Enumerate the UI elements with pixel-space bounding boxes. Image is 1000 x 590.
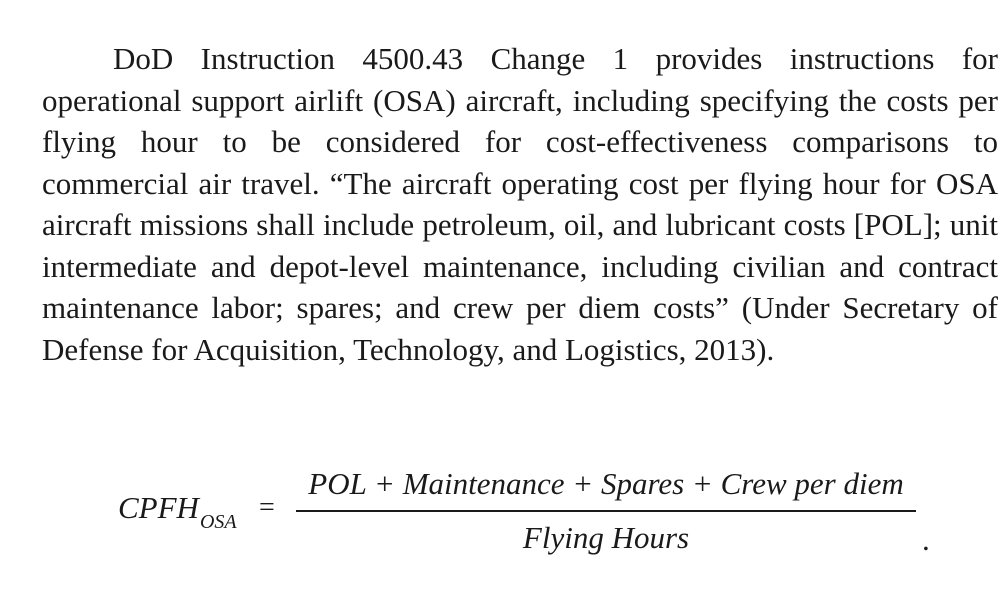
equals-sign: = <box>259 492 275 523</box>
equation-lhs-main: CPFH <box>118 490 199 525</box>
equation-lhs-subscript: OSA <box>199 511 237 533</box>
equation-denominator: Flying Hours <box>522 520 690 555</box>
equation-numerator: POL + Maintenance + Spares + Crew per diem <box>308 466 904 501</box>
body-paragraph: DoD Instruction 4500.43 Change 1 provides instructions for operational support airlift (OSA) aircraft, including specifying the costs per flying hour to be considered for cost-effectiveness comparisons to commercial air travel. “The aircraft operating cost per flying hour for OSA aircraft missions shall include petroleum, oil, and lubricant costs [POL]; unit intermediate and depot-level maintenance, including civilian and contract maintenance labor; spares; and crew per diem costs” (Under Secretary of Defense for Acquisition, Technology, and Logistics, 2013). <box>42 41 998 367</box>
equation-fraction <box>296 462 916 560</box>
equation-lhs <box>118 490 237 533</box>
equation-period: . <box>922 522 930 557</box>
cpfh-equation <box>0 462 1000 572</box>
fraction-bar <box>296 510 916 512</box>
